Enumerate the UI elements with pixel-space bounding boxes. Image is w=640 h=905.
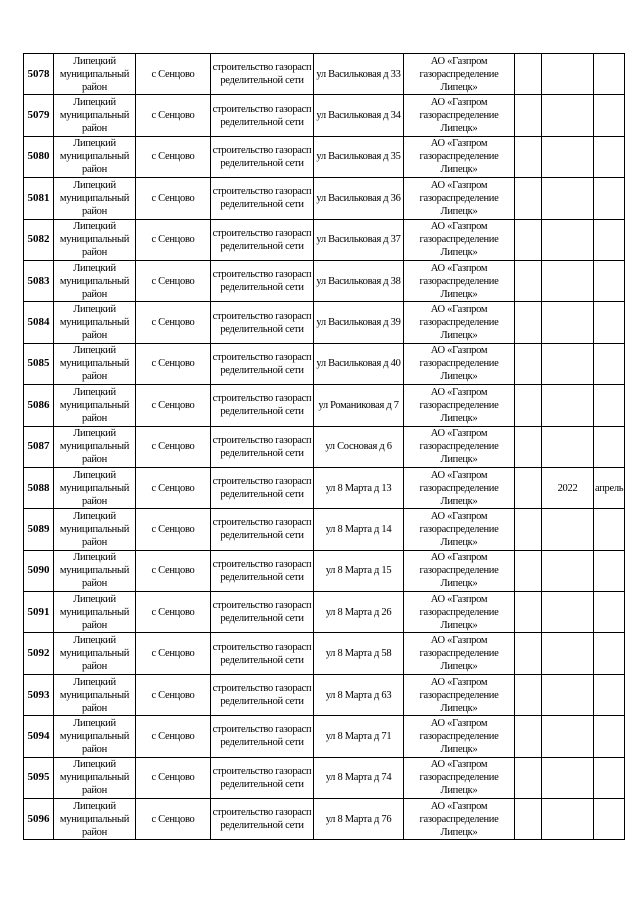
organization-cell: АО «Газпром газораспределение Липецк»	[404, 260, 515, 301]
organization-cell: АО «Газпром газораспределение Липецк»	[404, 799, 515, 840]
table-row	[24, 592, 625, 633]
organization-cell: АО «Газпром газораспределение Липецк»	[404, 54, 515, 95]
address-cell: ул Романиковая д 7	[314, 385, 404, 426]
row-number-cell: 5085	[24, 343, 54, 384]
village-cell: с Сенцово	[136, 302, 211, 343]
table-row	[24, 509, 625, 550]
month-cell	[594, 302, 625, 343]
district-cell: Липецкий муниципальный район	[54, 757, 136, 798]
table-row	[24, 260, 625, 301]
village-cell: с Сенцово	[136, 95, 211, 136]
work-type-cell	[211, 509, 314, 550]
empty-cell	[515, 467, 542, 508]
year-cell	[542, 302, 594, 343]
work-type-cell	[211, 385, 314, 426]
organization-cell: АО «Газпром газораспределение Липецк»	[404, 178, 515, 219]
organization-cell: АО «Газпром газораспределение Липецк»	[404, 426, 515, 467]
village-cell: с Сенцово	[136, 178, 211, 219]
empty-cell	[515, 633, 542, 674]
village-cell: с Сенцово	[136, 426, 211, 467]
address-cell: ул 8 Марта д 13	[314, 467, 404, 508]
work-type-text: строительство газораспределительной сети	[212, 227, 312, 252]
month-cell	[594, 54, 625, 95]
row-number-cell: 5093	[24, 674, 54, 715]
month-cell	[594, 136, 625, 177]
work-type-cell	[211, 260, 314, 301]
work-type-text: строительство газораспределительной сети	[212, 600, 312, 625]
month-cell	[594, 178, 625, 219]
work-type-text: строительство газораспределительной сети	[212, 476, 312, 501]
work-type-text: строительство газораспределительной сети	[212, 103, 312, 128]
table-row	[24, 95, 625, 136]
month-cell	[594, 509, 625, 550]
row-number-cell: 5090	[24, 550, 54, 591]
row-number-cell: 5096	[24, 799, 54, 840]
empty-cell	[515, 674, 542, 715]
work-type-cell	[211, 302, 314, 343]
empty-cell	[515, 550, 542, 591]
village-cell: с Сенцово	[136, 136, 211, 177]
district-cell: Липецкий муниципальный район	[54, 509, 136, 550]
year-cell	[542, 509, 594, 550]
work-type-cell	[211, 178, 314, 219]
work-type-text: строительство газораспределительной сети	[212, 310, 312, 335]
village-cell: с Сенцово	[136, 260, 211, 301]
row-number-cell: 5081	[24, 178, 54, 219]
district-cell: Липецкий муниципальный район	[54, 674, 136, 715]
organization-cell: АО «Газпром газораспределение Липецк»	[404, 95, 515, 136]
empty-cell	[515, 592, 542, 633]
organization-cell: АО «Газпром газораспределение Липецк»	[404, 385, 515, 426]
year-cell	[542, 757, 594, 798]
district-cell: Липецкий муниципальный район	[54, 260, 136, 301]
village-cell: с Сенцово	[136, 343, 211, 384]
table-row	[24, 716, 625, 757]
work-type-text: строительство газораспределительной сети	[212, 724, 312, 749]
month-cell	[594, 426, 625, 467]
district-cell: Липецкий муниципальный район	[54, 95, 136, 136]
table-row	[24, 799, 625, 840]
table-row	[24, 385, 625, 426]
work-type-cell	[211, 219, 314, 260]
work-type-cell	[211, 54, 314, 95]
row-number-cell: 5094	[24, 716, 54, 757]
month-cell	[594, 550, 625, 591]
table-row	[24, 302, 625, 343]
table-row	[24, 136, 625, 177]
month-cell	[594, 343, 625, 384]
work-type-text: строительство газораспределительной сети	[212, 765, 312, 790]
village-cell: с Сенцово	[136, 592, 211, 633]
row-number-cell: 5082	[24, 219, 54, 260]
empty-cell	[515, 302, 542, 343]
address-cell: ул Васильковая д 33	[314, 54, 404, 95]
month-cell	[594, 674, 625, 715]
work-type-cell	[211, 95, 314, 136]
address-cell: ул 8 Марта д 58	[314, 633, 404, 674]
district-cell: Липецкий муниципальный район	[54, 385, 136, 426]
district-cell: Липецкий муниципальный район	[54, 633, 136, 674]
village-cell: с Сенцово	[136, 633, 211, 674]
village-cell: с Сенцово	[136, 467, 211, 508]
address-cell: ул Сосновая д 6	[314, 426, 404, 467]
row-number-cell: 5087	[24, 426, 54, 467]
work-type-text: строительство газораспределительной сети	[212, 434, 312, 459]
table-row	[24, 633, 625, 674]
address-cell: ул 8 Марта д 71	[314, 716, 404, 757]
address-cell: ул Васильковая д 36	[314, 178, 404, 219]
address-cell: ул 8 Марта д 76	[314, 799, 404, 840]
month-cell	[594, 716, 625, 757]
village-cell: с Сенцово	[136, 799, 211, 840]
table-body	[24, 54, 625, 840]
address-cell: ул 8 Марта д 63	[314, 674, 404, 715]
year-cell: 2022	[542, 467, 594, 508]
district-cell: Липецкий муниципальный район	[54, 219, 136, 260]
work-type-text: строительство газораспределительной сети	[212, 807, 312, 832]
organization-cell: АО «Газпром газораспределение Липецк»	[404, 674, 515, 715]
address-cell: ул Васильковая д 38	[314, 260, 404, 301]
row-number-cell: 5095	[24, 757, 54, 798]
address-cell: ул Васильковая д 39	[314, 302, 404, 343]
row-number-cell: 5092	[24, 633, 54, 674]
month-cell	[594, 385, 625, 426]
work-type-cell	[211, 633, 314, 674]
address-cell: ул Васильковая д 35	[314, 136, 404, 177]
organization-cell: АО «Газпром газораспределение Липецк»	[404, 716, 515, 757]
month-cell	[594, 219, 625, 260]
empty-cell	[515, 757, 542, 798]
address-cell: ул Васильковая д 37	[314, 219, 404, 260]
work-type-cell	[211, 136, 314, 177]
gasification-table	[23, 53, 625, 840]
district-cell: Липецкий муниципальный район	[54, 343, 136, 384]
district-cell: Липецкий муниципальный район	[54, 467, 136, 508]
district-cell: Липецкий муниципальный район	[54, 54, 136, 95]
empty-cell	[515, 509, 542, 550]
month-cell	[594, 260, 625, 301]
table-row	[24, 426, 625, 467]
work-type-cell	[211, 757, 314, 798]
year-cell	[542, 54, 594, 95]
district-cell: Липецкий муниципальный район	[54, 426, 136, 467]
month-cell	[594, 95, 625, 136]
empty-cell	[515, 343, 542, 384]
village-cell: с Сенцово	[136, 509, 211, 550]
organization-cell: АО «Газпром газораспределение Липецк»	[404, 757, 515, 798]
work-type-cell	[211, 799, 314, 840]
empty-cell	[515, 260, 542, 301]
row-number-cell: 5083	[24, 260, 54, 301]
work-type-cell	[211, 467, 314, 508]
work-type-text: строительство газораспределительной сети	[212, 393, 312, 418]
year-cell	[542, 136, 594, 177]
year-cell	[542, 716, 594, 757]
year-cell	[542, 178, 594, 219]
month-cell	[594, 757, 625, 798]
empty-cell	[515, 799, 542, 840]
year-cell	[542, 592, 594, 633]
row-number-cell: 5086	[24, 385, 54, 426]
organization-cell: АО «Газпром газораспределение Липецк»	[404, 302, 515, 343]
organization-cell: АО «Газпром газораспределение Липецк»	[404, 467, 515, 508]
empty-cell	[515, 54, 542, 95]
work-type-text: строительство газораспределительной сети	[212, 351, 312, 376]
empty-cell	[515, 219, 542, 260]
work-type-text: строительство газораспределительной сети	[212, 269, 312, 294]
work-type-text: строительство газораспределительной сети	[212, 558, 312, 583]
row-number-cell: 5088	[24, 467, 54, 508]
village-cell: с Сенцово	[136, 385, 211, 426]
year-cell	[542, 426, 594, 467]
month-cell	[594, 633, 625, 674]
table-row	[24, 178, 625, 219]
work-type-text: строительство газораспределительной сети	[212, 641, 312, 666]
year-cell	[542, 633, 594, 674]
month-cell	[594, 799, 625, 840]
year-cell	[542, 550, 594, 591]
district-cell: Липецкий муниципальный район	[54, 716, 136, 757]
table-row	[24, 54, 625, 95]
year-cell	[542, 674, 594, 715]
empty-cell	[515, 426, 542, 467]
district-cell: Липецкий муниципальный район	[54, 136, 136, 177]
address-cell: ул 8 Марта д 26	[314, 592, 404, 633]
month-cell	[594, 592, 625, 633]
district-cell: Липецкий муниципальный район	[54, 550, 136, 591]
work-type-text: строительство газораспределительной сети	[212, 683, 312, 708]
table-row	[24, 550, 625, 591]
organization-cell: АО «Газпром газораспределение Липецк»	[404, 509, 515, 550]
table-row	[24, 757, 625, 798]
address-cell: ул 8 Марта д 15	[314, 550, 404, 591]
year-cell	[542, 219, 594, 260]
row-number-cell: 5089	[24, 509, 54, 550]
organization-cell: АО «Газпром газораспределение Липецк»	[404, 550, 515, 591]
year-cell	[542, 260, 594, 301]
work-type-cell	[211, 343, 314, 384]
work-type-cell	[211, 426, 314, 467]
work-type-text: строительство газораспределительной сети	[212, 144, 312, 169]
district-cell: Липецкий муниципальный район	[54, 302, 136, 343]
work-type-text: строительство газораспределительной сети	[212, 517, 312, 542]
organization-cell: АО «Газпром газораспределение Липецк»	[404, 592, 515, 633]
table-row	[24, 467, 625, 508]
work-type-cell	[211, 716, 314, 757]
empty-cell	[515, 136, 542, 177]
work-type-text: строительство газораспределительной сети	[212, 186, 312, 211]
empty-cell	[515, 95, 542, 136]
village-cell: с Сенцово	[136, 674, 211, 715]
table-row	[24, 343, 625, 384]
organization-cell: АО «Газпром газораспределение Липецк»	[404, 633, 515, 674]
address-cell: ул 8 Марта д 74	[314, 757, 404, 798]
organization-cell: АО «Газпром газораспределение Липецк»	[404, 136, 515, 177]
empty-cell	[515, 178, 542, 219]
organization-cell: АО «Газпром газораспределение Липецк»	[404, 343, 515, 384]
village-cell: с Сенцово	[136, 550, 211, 591]
address-cell: ул 8 Марта д 14	[314, 509, 404, 550]
work-type-text: строительство газораспределительной сети	[212, 62, 312, 87]
district-cell: Липецкий муниципальный район	[54, 178, 136, 219]
village-cell: с Сенцово	[136, 716, 211, 757]
month-cell: апрель	[594, 467, 625, 508]
document-page	[23, 53, 625, 840]
village-cell: с Сенцово	[136, 757, 211, 798]
empty-cell	[515, 716, 542, 757]
work-type-cell	[211, 592, 314, 633]
row-number-cell: 5078	[24, 54, 54, 95]
row-number-cell: 5091	[24, 592, 54, 633]
work-type-cell	[211, 550, 314, 591]
year-cell	[542, 799, 594, 840]
address-cell: ул Васильковая д 34	[314, 95, 404, 136]
village-cell: с Сенцово	[136, 54, 211, 95]
empty-cell	[515, 385, 542, 426]
row-number-cell: 5084	[24, 302, 54, 343]
address-cell: ул Васильковая д 40	[314, 343, 404, 384]
work-type-cell	[211, 674, 314, 715]
year-cell	[542, 343, 594, 384]
row-number-cell: 5080	[24, 136, 54, 177]
year-cell	[542, 385, 594, 426]
table-row	[24, 219, 625, 260]
organization-cell: АО «Газпром газораспределение Липецк»	[404, 219, 515, 260]
village-cell: с Сенцово	[136, 219, 211, 260]
table-row	[24, 674, 625, 715]
row-number-cell: 5079	[24, 95, 54, 136]
district-cell: Липецкий муниципальный район	[54, 799, 136, 840]
year-cell	[542, 95, 594, 136]
district-cell: Липецкий муниципальный район	[54, 592, 136, 633]
